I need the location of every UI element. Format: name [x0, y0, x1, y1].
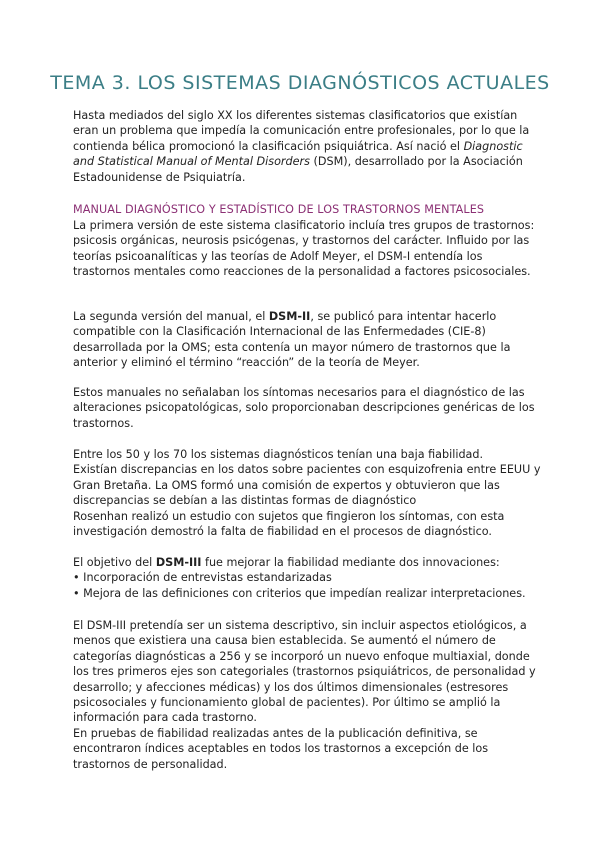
- dsm-iii-description-text: El DSM-III pretendía ser un sistema descriptivo, sin incluir aspectos etiológicos, a menos que existiera una causa bien establecida. Se aumentó el número de categorías diagnósticas a 256 y se incorporó un nuevo enfoque multiaxial, donde los tres primeros ejes son categoriales (trastornos psiquiátricos, de personalidad y desarrollo; y afecciones médicas) y los dos últimos dimensionales (estresores psicosociales y funcionamiento global de pacientes). Por último se amplió la información para cada trastorno.: [73, 619, 536, 725]
- intro-text-1: Hasta mediados del siglo XX los diferentes sistemas clasificatorios que existían eran un problema que impedía la comunicación entre profesionales, por lo que la contienda bélica promocionó la clasificación psiquiátrica. Así nació el: [73, 109, 530, 153]
- dsm-iii-label: DSM-III: [155, 556, 202, 569]
- dsm-iii-reliability-text: En pruebas de fiabilidad realizadas antes de la publicación definitiva, se encontraron índices aceptables en todos los trastornos a excepción de los trastornos de personalidad.: [73, 726, 489, 771]
- p2-text-b: , se publicó para intentar hacerlo compatible con la Clasificación Internacional de las Enfermedades (CIE-8) desarrollada por la OMS; esta contenía un mayor número de trastornos que la anterior y eliminó el término “reacción” de la teoría de Meyer.: [73, 310, 511, 370]
- reliability-line-1: Entre los 50 y los 70 los sistemas diagnósticos tenían una baja fiabilidad.: [73, 448, 484, 461]
- paragraph-dsm-i: [73, 218, 543, 280]
- intro-text-2: (DSM), desarrollado por la Asociación Estadounidense de Psiquiatría.: [73, 155, 523, 184]
- dsm-ii-label: DSM-II: [268, 310, 311, 323]
- p2-text-a: La segunda versión del manual, el: [73, 310, 269, 323]
- bullet-item: • Incorporación de entrevistas estandarizadas: [73, 571, 332, 585]
- section-heading: MANUAL DIAGNÓSTICO Y ESTADÍSTICO DE LOS TRASTORNOS MENTALES: [73, 203, 485, 216]
- paragraph-dsm-i-text: La primera versión de este sistema clasificatorio incluía tres grupos de trastornos: psicosis orgánicas, neurosis psicógenas, y trastornos del carácter. Influido por las teorías psicoanalíticas y las teorías de Adolf Meyer, el DSM-I entendía los trastornos mentales como reacciones de la personalidad a factores psicosociales.: [73, 219, 535, 279]
- paragraph-dsm-ii: [73, 309, 543, 371]
- paragraph-reliability: [73, 447, 543, 539]
- page-title: TEMA 3. LOS SISTEMAS DIAGNÓSTICOS ACTUALES: [50, 72, 550, 94]
- bullet-item: • Mejora de las definiciones con criterios que impedían realizar interpretaciones.: [73, 586, 526, 600]
- p5-text-b: fue mejorar la fiabilidad mediante dos innovaciones:: [201, 556, 500, 569]
- paragraph-limitations-text: Estos manuales no señalaban los síntomas necesarios para el diagnóstico de las alteraciones psicopatológicas, solo proporcionaban descripciones genéricas de los trastornos.: [73, 386, 535, 430]
- reliability-line-3: Rosenhan realizó un estudio con sujetos que fingieron los síntomas, con esta investigación demostró la falta de fiabilidad en el procesos de diagnóstico.: [73, 509, 505, 539]
- reliability-line-2: Existían discrepancias en los datos sobre pacientes con esquizofrenia entre EEUU y Gran Bretaña. La OMS formó una comisión de expertos y obtuvieron que las discrepancias se debían a las distintas formas de diagnóstico: [73, 463, 541, 508]
- p5-text-a: El objetivo del: [73, 556, 156, 569]
- paragraph-limitations: [73, 385, 543, 431]
- paragraph-dsm-iii-goal: [73, 555, 543, 601]
- intro-paragraph: [73, 108, 543, 185]
- manual-name: Diagnostic and Statistical Manual of Mental Disorders: [73, 139, 523, 169]
- paragraph-dsm-iii-description: [73, 618, 543, 772]
